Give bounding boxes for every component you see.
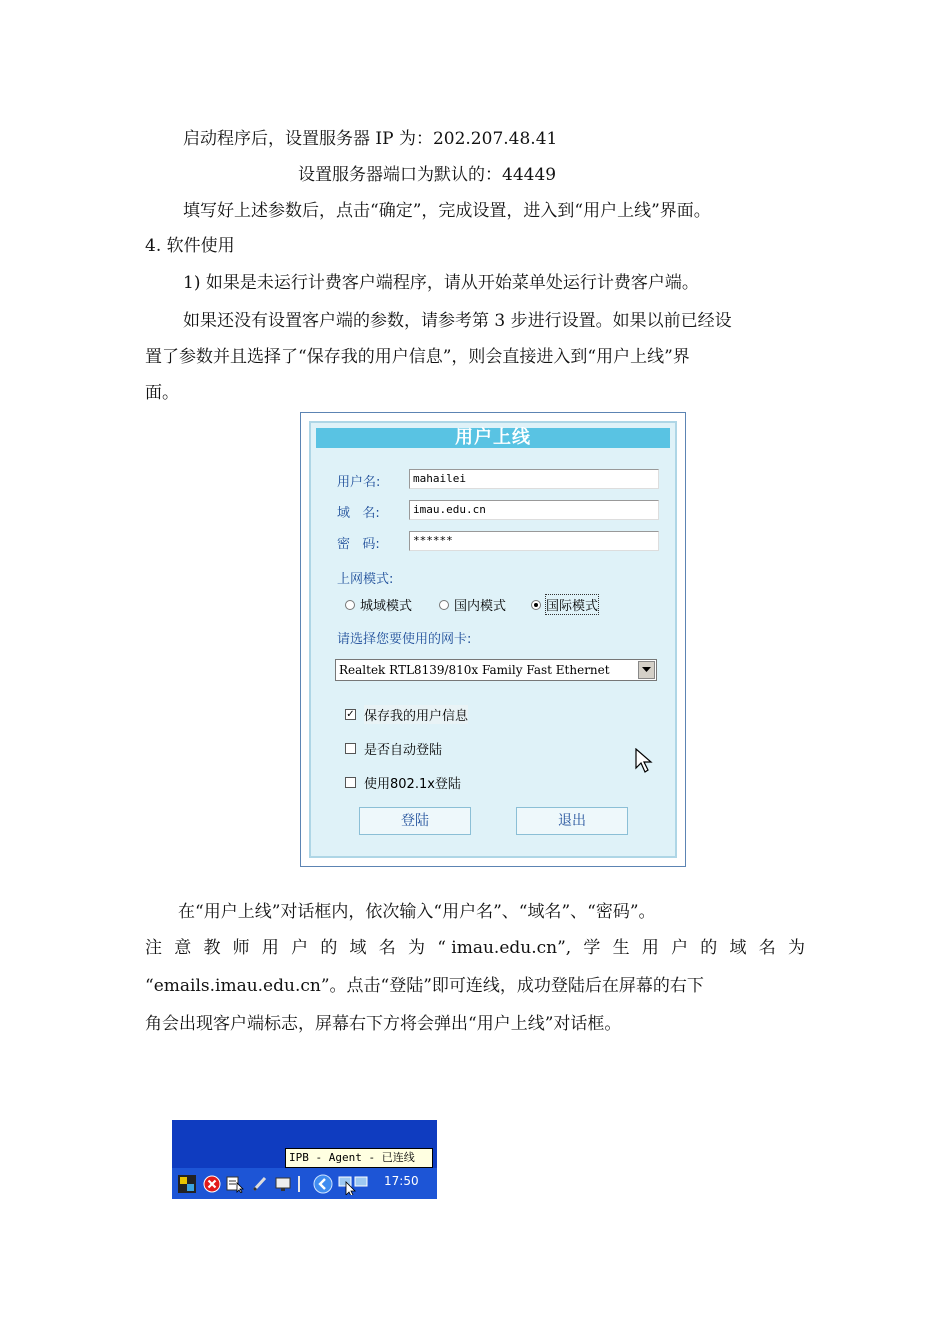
app-tray-icon[interactable] [177, 1174, 197, 1194]
word: 注 [145, 938, 162, 958]
password-label: 密 码: [337, 537, 380, 552]
auto-login-label: 是否自动登陆 [364, 743, 443, 758]
word: 域 [729, 938, 747, 958]
login-dialog-figure [300, 412, 686, 867]
save-info-checkbox[interactable] [345, 705, 468, 724]
word: 为 [787, 938, 805, 958]
nic-label: 请选择您要使用的网卡: [337, 632, 472, 647]
word: 户 [671, 938, 689, 958]
pen-icon[interactable] [250, 1174, 270, 1194]
nic-select[interactable] [335, 659, 657, 681]
system-tray [172, 1168, 437, 1199]
close-icon[interactable] [202, 1174, 222, 1194]
word: 师 [232, 938, 250, 958]
chevron-left-icon[interactable] [312, 1174, 334, 1194]
doc-line-server-port: 设置服务器端口为默认的：44449 [298, 165, 557, 185]
word: 为 [407, 938, 425, 958]
word: 用 [261, 938, 279, 958]
tray-divider [296, 1174, 302, 1194]
doc-line-confirm: 填写好上述参数后，点击“确定”，完成设置，进入到“用户上线”界面。 [183, 201, 711, 221]
mouse-cursor-icon [635, 748, 653, 774]
chevron-down-icon[interactable] [638, 661, 655, 679]
word: 教 [203, 938, 221, 958]
word: 意 [174, 938, 192, 958]
radio-circle-selected [531, 600, 541, 610]
word: 的 [320, 938, 338, 958]
exit-button[interactable]: 退出 [516, 807, 628, 835]
doc-line-params-2: 置了参数并且选择了“保存我的用户信息”，则会直接进入到“用户上线”界 [145, 347, 690, 367]
doc-line-instructions-1: 在“用户上线”对话框内，依次输入“用户名”、“域名”、“密码”。 [178, 902, 656, 922]
taskbar-figure [172, 1120, 437, 1199]
word: 的 [700, 938, 718, 958]
doc-line-start-client: 1) 如果是未运行计费客户端程序，请从开始菜单处运行计费客户端。 [183, 273, 699, 293]
tray-clock: 17:50 [384, 1174, 419, 1188]
auto-login-checkbox[interactable] [345, 739, 442, 758]
word: 生 [612, 938, 630, 958]
domain-label: 域 名: [337, 506, 380, 521]
doc-heading-usage: 4. 软件使用 [145, 236, 235, 256]
mode-label: 上网模式: [337, 572, 394, 587]
use-8021x-label: 使用802.1x登陆 [364, 777, 461, 792]
check-icon: ✓ [346, 709, 355, 720]
display-icon[interactable] [273, 1174, 293, 1194]
domain-input[interactable]: imau.edu.cn [409, 500, 659, 520]
radio-international-mode[interactable] [531, 595, 598, 614]
network-agent-icon[interactable] [336, 1174, 376, 1194]
save-info-label: 保存我的用户信息 [364, 705, 468, 724]
use-8021x-checkbox[interactable] [345, 773, 461, 792]
radio-label: 城域模式 [360, 599, 413, 614]
doc-line-instructions-4: 角会出现客户端标志，屏幕右下方将会弹出“用户上线”对话框。 [145, 1014, 622, 1034]
login-button[interactable]: 登陆 [359, 807, 471, 835]
doc-line-instructions-2 [145, 937, 805, 959]
doc-line-instructions-3: “emails.imau.edu.cn”。点击“登陆”即可连线，成功登陆后在屏幕的右下 [145, 976, 704, 996]
word: 名 [758, 938, 776, 958]
word: 域 [349, 938, 367, 958]
radio-metro-mode[interactable] [345, 595, 412, 614]
checkbox-empty [345, 777, 356, 788]
username-input[interactable]: mahailei [409, 469, 659, 489]
username-label: 用户名: [337, 475, 381, 490]
word: 名 [378, 938, 396, 958]
word: 用 [641, 938, 659, 958]
radio-label: 国际模式 [546, 595, 598, 614]
login-dialog [309, 421, 677, 858]
doc-line-params-1: 如果还没有设置客户端的参数，请参考第 3 步进行设置。如果以前已经设 [183, 311, 732, 331]
radio-circle [345, 600, 355, 610]
radio-label: 国内模式 [454, 599, 507, 614]
checkbox-empty [345, 743, 356, 754]
doc-line-params-3: 面。 [145, 383, 179, 403]
dialog-title: 用户上线 [316, 428, 670, 448]
doc-line-server-ip: 启动程序后，设置服务器 IP 为：202.207.48.41 [183, 129, 558, 149]
word: 户 [291, 938, 309, 958]
word: “ imau.edu.cn”, [437, 938, 572, 958]
radio-domestic-mode[interactable] [439, 595, 506, 614]
document-cursor-icon[interactable] [225, 1174, 245, 1194]
password-input[interactable]: ****** [409, 531, 659, 551]
agent-tooltip: IPB - Agent - 已连线 [285, 1148, 433, 1168]
radio-circle [439, 600, 449, 610]
word: 学 [583, 938, 601, 958]
nic-select-value: Realtek RTL8139/810x Family Fast Ethernet [339, 663, 610, 677]
